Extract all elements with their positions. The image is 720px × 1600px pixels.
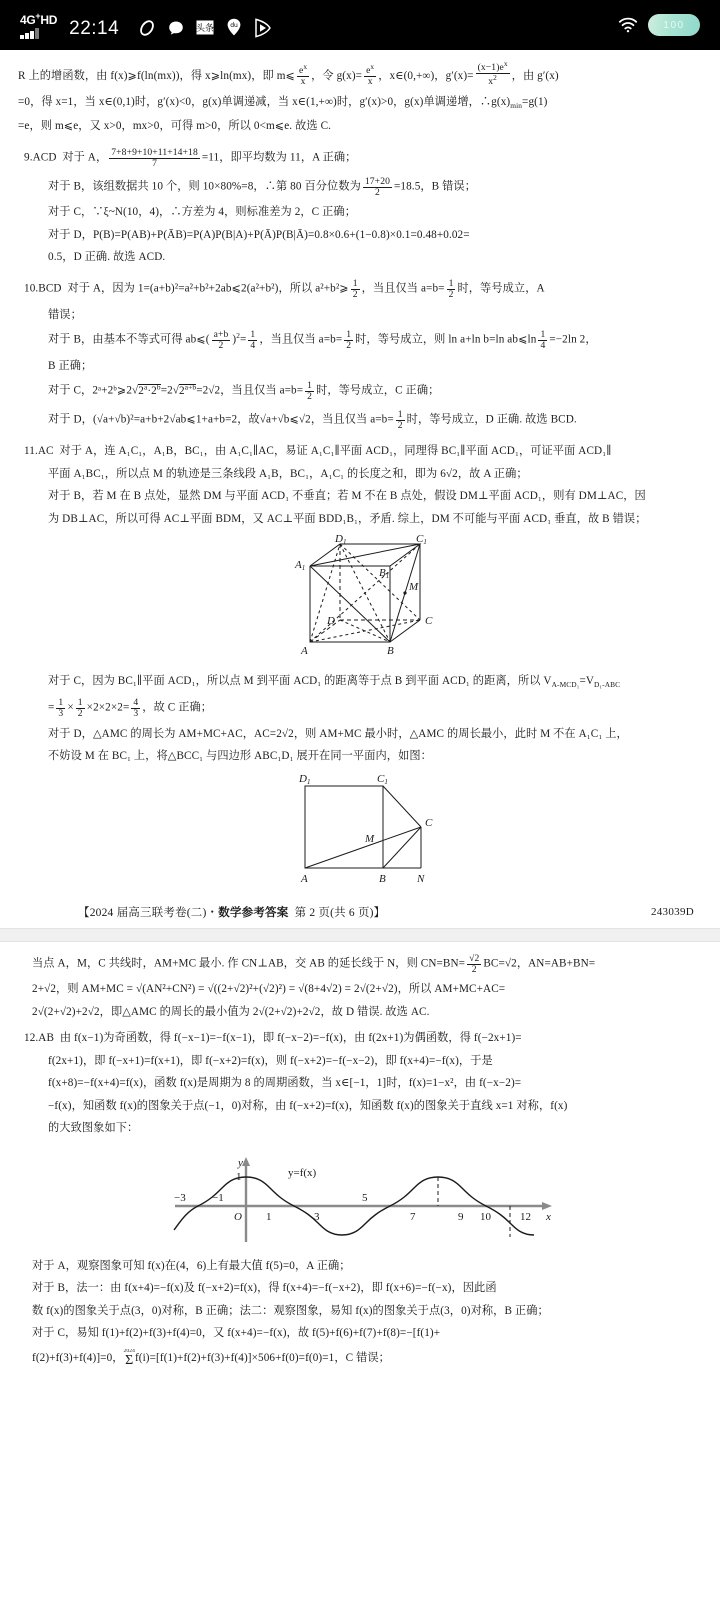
vertex-label: C bbox=[424, 816, 432, 829]
solution-line: =e，则 m⩽e，又 x>0，mx>0，可得 m>0，所以 0<m⩽e. 故选 C. bbox=[18, 119, 332, 132]
text-run: 对于 B，由基本不等式可得 ab⩽ bbox=[48, 333, 206, 346]
status-bar-left bbox=[20, 12, 273, 39]
solution-line: 错误； bbox=[48, 308, 82, 321]
x-tick-label: 7 bbox=[410, 1210, 416, 1223]
text-run: =V bbox=[579, 675, 595, 688]
text-run: 】 bbox=[373, 906, 386, 919]
solution-line: 对于 B，法一：由 f(x+4)=−f(x)及 f(−x+2)=f(x)，得 f(x+4)=−f(−x+2)，即 f(x+6)=−f(−x)，因此函 bbox=[32, 1282, 497, 1295]
document-page-3 bbox=[0, 942, 720, 1369]
solution-line: R 上的增函数，由 f(x)⩾f(ln(mx))，得 x⩾ln(mx)，即 m⩽ $\frac{e^x}{x}$ ，令 g(x)= $\frac{e^x}{x}$ ，x∈(0,+∞)，g′(x)= $\frac{(x-1)e^x}{x^2}$ ，由 g′(x) bbox=[18, 60, 559, 88]
fraction-denominator: 7 bbox=[152, 158, 157, 170]
x-tick-label: −1 bbox=[212, 1191, 224, 1204]
footer-page-number: 第 2 页(共 6 页) bbox=[294, 906, 374, 919]
clock-label: 22:14 bbox=[69, 17, 120, 39]
svg-text:头条: 头条 bbox=[196, 24, 215, 34]
text-run: 时，等号成立，则 ln a+ln b=ln ab⩽ln bbox=[355, 333, 537, 346]
document-page-2 bbox=[0, 50, 720, 928]
question-10-line: 10.BCD 对于 A，因为 1=(a+b)²=a²+b²+2ab⩽2(a²+b²)，所以 a²+b²⩾ $\frac{1}{2}$ ，当且仅当 a=b= $\frac{1}{2}$ 时，等号成立，A bbox=[24, 278, 545, 300]
solution-line: 平面 A₁BC₁，所以点 M 的轨迹是三条线段 A₁B，BC₁，A₁C₁ 的长度之和，即为 6√2，故 A 正确； bbox=[48, 467, 528, 480]
text-run: f(i)=[f(1)+f(2)+f(3)+f(4)]×506+f(0)=f(0)=1，C 错误； bbox=[134, 1351, 390, 1364]
text-run: 对于 D，(√a+√b)²=a+b+2√ab⩽1+a+b=2，故√a+√b⩽√2，当且仅当 a=b= bbox=[48, 413, 394, 426]
text-run: ，当且仅当 a=b= bbox=[259, 333, 343, 346]
solution-line: 对于 C，$2ᵃ+2ᵇ⩾2√2^a\cdot 2^b=2√2^{a+b}=2√2$，当且仅当 a=b= $\frac{1}{2}$ 时，等号成立，C 正确； bbox=[48, 381, 440, 403]
solution-line: 2+√2，则 AM+MC = √(AN²+CN²) = √((2+√2)²+(√2)²) = √(8+4√2) = 2√(2+√2)，所以 AM+MC+AC= bbox=[32, 983, 506, 996]
status-bar-right bbox=[618, 14, 700, 36]
text-run: f(2)+f(3)+f(4)]=0， bbox=[32, 1351, 124, 1364]
y-tick-label: 1 bbox=[236, 1170, 242, 1183]
answer-key: BCD bbox=[38, 282, 62, 295]
text-run: 对于 C，因为 BC₁∥平面 ACD₁，所以点 M 到平面 ACD₁ 的距离等于点 B 到平面 ACD₁ 的距离，所以 V bbox=[48, 675, 552, 688]
text-run: =18.5，B 错误； bbox=[394, 180, 476, 193]
oval-app-icon bbox=[137, 18, 157, 38]
text-run: 时，等号成立，A bbox=[457, 282, 545, 295]
network-indicator bbox=[20, 12, 57, 39]
solution-line: 0.5，D 正确. 故选 ACD. bbox=[48, 251, 166, 264]
fraction-numerator: 17+20 bbox=[364, 176, 390, 187]
solution-line: −f(x)，知函数 f(x)的图象关于点(−1，0)对称，由 f(−x+2)=f(x)，知函数 f(x)的图象关于直线 x=1 对称，f(x) bbox=[48, 1099, 568, 1112]
vertex-label: M bbox=[409, 581, 419, 594]
text-run: =g(1) bbox=[522, 96, 548, 108]
text-run: =2√2，当且仅当 a=b= bbox=[196, 384, 304, 397]
question-9-line bbox=[18, 148, 702, 169]
x-tick-label: 12 bbox=[520, 1210, 531, 1223]
vertex-label: A bbox=[300, 872, 308, 885]
fraction-denominator: 2 bbox=[374, 186, 380, 198]
solution-line: =0，得 x=1，当 x∈(0,1)时，g′(x)<0，g(x)单调递减，当 x∈(1,+∞)时，g′(x)>0，g(x)单调递增，$\therefore g(x)_{min}=g(1)$ bbox=[18, 96, 548, 111]
vertex-label: B1 bbox=[379, 567, 390, 581]
page-separator bbox=[0, 928, 720, 942]
text-run: ×2×2×2= bbox=[86, 701, 130, 714]
text-run: 对于 A，因为 1=(a+b)²=a²+b²+2ab⩽2(a²+b²)，所以 a²+b²⩾ bbox=[67, 282, 349, 295]
solution-line: f(2)+f(3)+f(4)]=0， 2024 Σ f(i)=[f(1)+f(2)+f(3)+f(4)]×506+f(0)=f(0)=1，C 错误； bbox=[32, 1348, 390, 1369]
solution-line bbox=[18, 674, 702, 690]
footer-code: 243039D bbox=[650, 905, 694, 918]
x-tick-label: 3 bbox=[314, 1210, 320, 1223]
text-run: 对于 B，该组数据共 10 个，则 10×80%=8，∴第 80 百分位数为 bbox=[48, 180, 361, 193]
solution-line: 对于 D，(√a+√b)²=a+b+2√ab⩽1+a+b=2，故√a+√b⩽√2，当且仅当 a=b= $\frac{1}{2}$ 时，等号成立，D 正确. 故选 BCD. bbox=[48, 409, 577, 431]
origin-label: O bbox=[234, 1210, 242, 1223]
page-footer bbox=[18, 900, 702, 928]
x-tick-label: 1 bbox=[266, 1210, 272, 1223]
solution-line: 的大致图象如下： bbox=[48, 1122, 139, 1135]
x-tick-label: −3 bbox=[174, 1191, 186, 1204]
vertex-label: A1 bbox=[295, 559, 306, 573]
solution-line: = $\frac{1}{3}$ × $\frac{1}{2}$ ×2×2×2= $\frac{4}{3}$ ，故 C 正确； bbox=[48, 698, 213, 720]
text-run: 对于 A，连 A₁C₁，A₁B，BC₁，由 A₁C₁∥AC，易证 A₁C₁∥平面 ACD₁，同理得 BC₁∥平面 ACD₁，可证平面 ACD₁∥ bbox=[59, 445, 612, 458]
fraction-numerator: 7+8+9+10+11+14+18 bbox=[111, 148, 198, 159]
vertex-label: D1 bbox=[298, 772, 310, 786]
network-type-label: 4G+HD bbox=[20, 10, 58, 27]
vertex-label: B bbox=[378, 872, 386, 885]
vertex-label: M bbox=[364, 832, 374, 845]
y-axis-label: y bbox=[238, 1156, 243, 1169]
solution-line: 2√(2+√2)+2√2，即△AMC 的周长的最小值为 2√(2+√2)+2√2，故 D 错误. 故选 AC. bbox=[32, 1005, 430, 1018]
toutiao-icon bbox=[195, 18, 215, 38]
solution-line: 对于 D，△AMC 的周长为 AM+MC+AC，AC=2√2，则 AM+MC 最小时，△AMC 的周长最小，此时 M 不在 A₁C₁ 上， bbox=[48, 727, 628, 740]
text-run: R 上的增函数，由 f(x)⩾f(ln(mx))，得 x⩾ln(mx)，即 m⩽ bbox=[18, 70, 295, 83]
footer-title bbox=[78, 904, 385, 920]
sum-upper-limit: 2024 bbox=[123, 1348, 135, 1354]
vertex-label: C bbox=[425, 615, 433, 628]
baidu-map-pin-icon bbox=[224, 18, 244, 38]
vertex-label: D bbox=[327, 615, 335, 628]
solution-line: f(x+8)=−f(x+4)=f(x)，函数 f(x)是周期为 8 的周期函数，当 x∈[−1，1]时，f(x)=1−x²，由 f(−x−2)= bbox=[48, 1077, 522, 1090]
x-tick-label: 5 bbox=[362, 1191, 368, 1204]
footer-subject: 数学参考答案 bbox=[218, 906, 289, 919]
text-run: =11，即平均数为 11，A 正确； bbox=[201, 151, 357, 164]
unfolded-square-diagram bbox=[18, 772, 702, 890]
notification-icons bbox=[137, 18, 273, 38]
text-run: ，x∈(0,+∞)，g′(x)= bbox=[378, 70, 474, 83]
text-run: ，由 g′(x) bbox=[511, 70, 559, 83]
text-run: ，当且仅当 a=b= bbox=[361, 282, 445, 295]
solution-line: 为 DB⊥AC，所以可得 AC⊥平面 BDM，又 AC⊥平面 BDD₁B₁，矛盾. 综上，DM 不可能与平面 ACD₁ 垂直，故 B 错误； bbox=[48, 512, 647, 525]
text-run: 时，等号成立，D 正确. 故选 BCD. bbox=[406, 413, 577, 426]
text-run: × bbox=[67, 701, 74, 714]
text-run: =0，得 x=1，当 x∈(0,1)时，g′(x)<0，g(x)单调递减，当 x∈(1,+∞)时，g′(x)>0，g(x)单调递增，∴g(x) bbox=[18, 96, 511, 108]
answer-key: AB bbox=[38, 1032, 55, 1045]
vertex-label: C1 bbox=[416, 534, 427, 547]
question-number: 9. bbox=[24, 151, 33, 164]
vertex-label: D1 bbox=[335, 534, 347, 547]
answer-key: ACD bbox=[32, 151, 57, 164]
question-11-line bbox=[18, 444, 702, 459]
x-tick-label: 9 bbox=[458, 1210, 464, 1223]
wifi-icon bbox=[618, 15, 638, 35]
text-run: 由 f(x−1)为奇函数，得 f(−x−1)=−f(x−1)，即 f(−x−2)=−f(x)，由 f(2x+1)为偶函数，得 f(−2x+1)= bbox=[59, 1032, 522, 1045]
signal-bars-icon bbox=[20, 28, 39, 39]
solution-line: 对于 B，由基本不等式可得 ab⩽( $\frac{a+b}{2}$ )$^2$= $\frac{1}{4}$ ，当且仅当 a=b= $\frac{1}{2}$ 时，等号成立，则 ln a+ln b=ln ab⩽ln $\frac{1}{4}$ =−2ln 2， bbox=[48, 330, 597, 352]
text-run: 时，等号成立，C 正确； bbox=[316, 384, 440, 397]
question-number: 10. bbox=[24, 282, 39, 295]
text-run: 当点 A，M，C 共线时，AM+MC 最小. 作 CN⊥AB，交 AB 的延长线于 N，则 CN=BN= bbox=[32, 957, 466, 970]
text-run: = bbox=[48, 701, 55, 714]
answer-key: AC bbox=[37, 445, 54, 458]
status-bar bbox=[0, 0, 720, 50]
x-tick-label: 10 bbox=[480, 1210, 491, 1223]
solution-line bbox=[18, 177, 702, 198]
solution-line: 对于 C，∵ξ~N(10，4)，∴方差为 4，则标准差为 2，C 正确； bbox=[48, 206, 357, 219]
x-axis-label: x bbox=[546, 1210, 551, 1223]
text-run: 2024 届高三联考卷(二)・ bbox=[89, 906, 219, 919]
solution-line: 不妨设 M 在 BC₁ 上，将△BCC₁ 与四边形 ABC₁D₁ 展开在同一平面内，如图： bbox=[48, 750, 432, 763]
text-run: 【 bbox=[78, 906, 90, 919]
solution-line: f(2x+1)，即 f(−x+1)=f(x+1)，即 f(−x+2)=f(x)，则 f(−x+2)=−f(−x−2)，即 f(x+4)=−f(x)，于是 bbox=[48, 1054, 493, 1067]
solution-line: 对于 C，易知 f(1)+f(2)+f(3)+f(4)=0，又 f(x+4)=−f(x)，故 f(5)+f(6)+f(7)+f(8)=−[f(1)+ bbox=[32, 1327, 441, 1340]
vertex-label: N bbox=[416, 872, 424, 885]
solution-line: B 正确； bbox=[48, 359, 93, 372]
solution-line: 数 f(x)的图象关于点(3，0)对称，B 正确；法二：观察图象，易知 f(x)的图象关于点(3，0)对称，B 正确； bbox=[32, 1304, 549, 1317]
question-12-line bbox=[18, 1031, 702, 1046]
curve-label: y=f(x) bbox=[288, 1166, 317, 1179]
chat-bubble-icon bbox=[166, 18, 186, 38]
text-run: ，令 g(x)= bbox=[311, 70, 363, 83]
function-graph bbox=[18, 1144, 702, 1249]
solution-line: 对于 D，P(B)=P(AB)+P(ĀB)=P(A)P(B|A)+P(Ā)P(B|Ā)=0.8×0.6+(1−0.8)×0.1=0.48+0.02= bbox=[48, 228, 470, 241]
cube-diagram bbox=[18, 534, 702, 664]
vertex-label: C1 bbox=[376, 772, 388, 786]
solution-line: 对于 A，观察图象可知 f(x)在(4，6)上有最大值 f(5)=0，A 正确； bbox=[32, 1259, 351, 1272]
question-number: 11. bbox=[24, 445, 38, 458]
vertex-label: A bbox=[301, 645, 308, 658]
text-run: BC=√2，AN=AB+BN= bbox=[483, 957, 596, 970]
text-run: ，故 C 正确； bbox=[142, 701, 213, 714]
solution-line: 当点 A，M，C 共线时，AM+MC 最小. 作 CN⊥AB，交 AB 的延长线于 N，则 CN=BN= $\frac{√2}{2}$ BC=√2，AN=AB+BN= bbox=[32, 953, 596, 975]
question-number: 12. bbox=[24, 1032, 39, 1045]
text-run: 对于 A， bbox=[62, 151, 108, 164]
text-run: =−2ln 2， bbox=[549, 333, 597, 346]
text-run: 对于 C，2ᵃ+2ᵇ⩾2 bbox=[48, 384, 133, 397]
battery-indicator: 100 bbox=[648, 14, 700, 36]
subscript: A-MCD₁ bbox=[551, 680, 580, 690]
play-triangle-icon bbox=[253, 18, 273, 38]
solution-line: 对于 B，若 M 在 B 点处，显然 DM 与平面 ACD₁ 不垂直；若 M 不在 B 点处，假设 DM⊥平面 ACD₁，则有 DM⊥AC，因 bbox=[48, 490, 646, 503]
vertex-label: B bbox=[387, 645, 394, 658]
svg-text:du: du bbox=[230, 22, 238, 29]
subscript: D₁-ABC bbox=[594, 680, 621, 690]
text-run: =2 bbox=[160, 384, 173, 397]
